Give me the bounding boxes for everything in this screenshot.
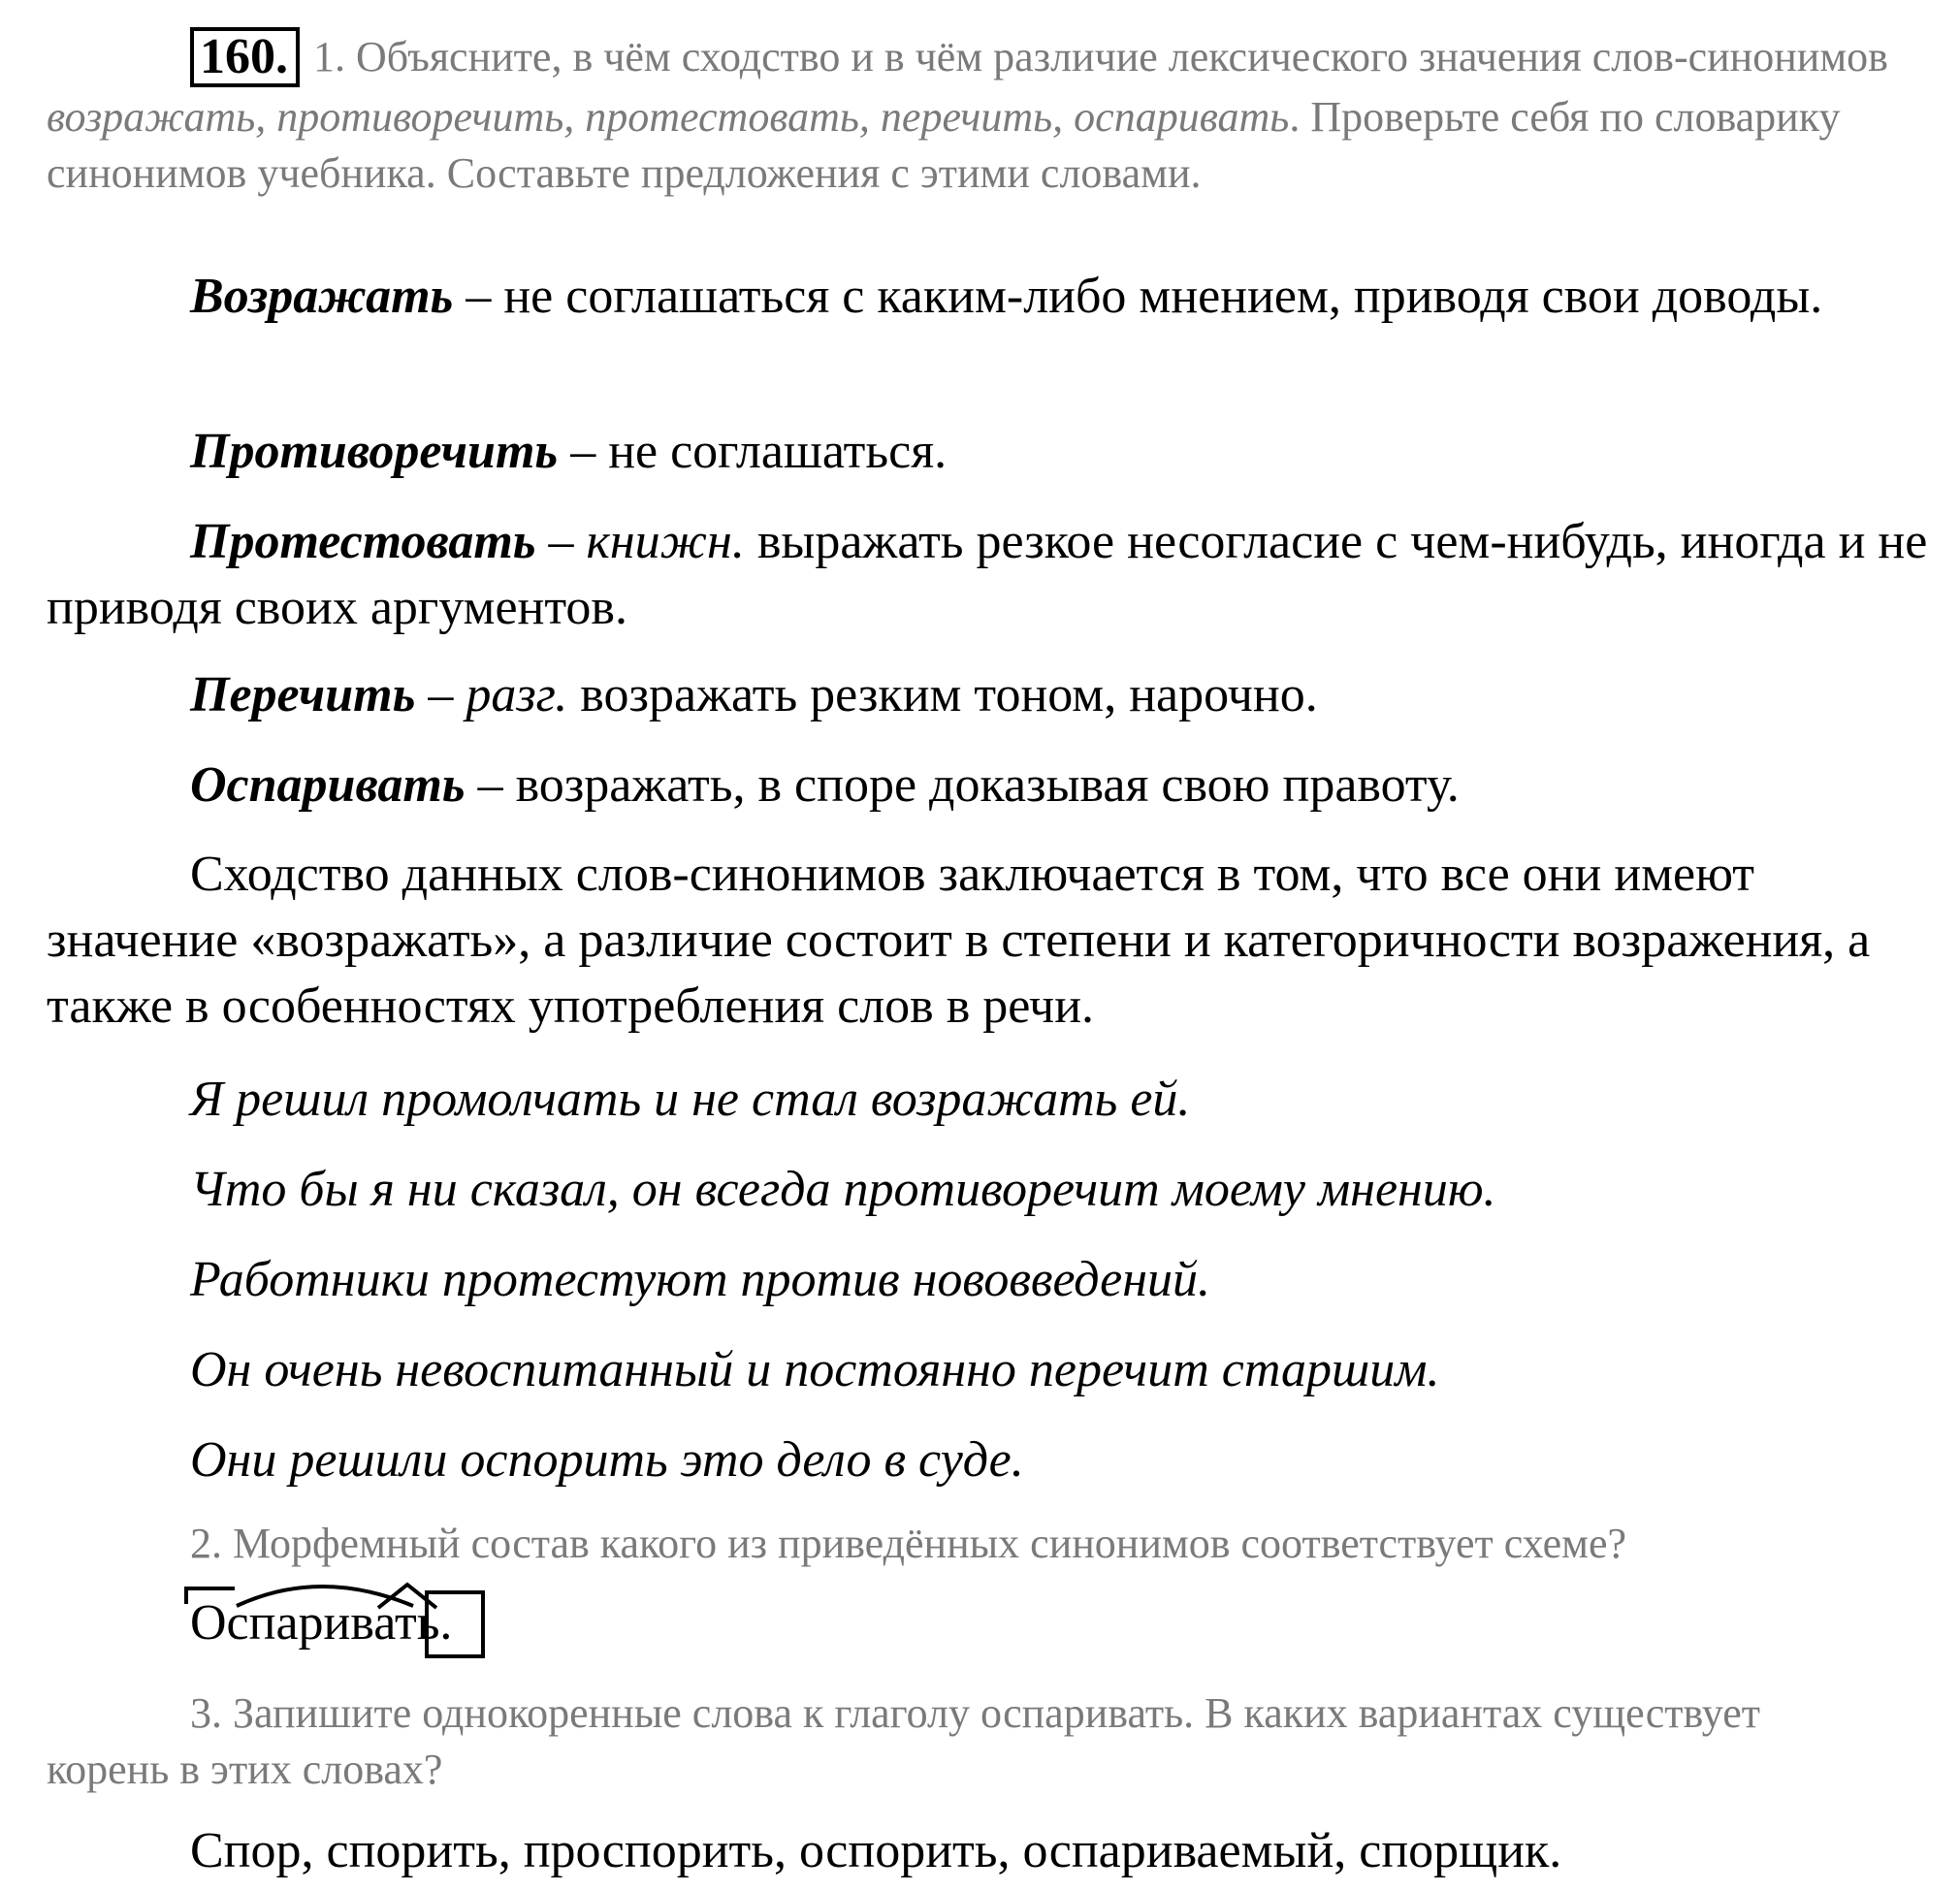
exercise-number: 160. xyxy=(190,27,300,87)
definition-1 xyxy=(47,264,1938,330)
definition-dash: – xyxy=(535,514,587,569)
definition-dash: – xyxy=(465,757,516,813)
definition-2 xyxy=(47,419,1938,485)
definition-5 xyxy=(47,753,1938,818)
definition-dash: – xyxy=(453,269,504,324)
definition-term: Перечить xyxy=(190,667,416,722)
answer-3: Спор, спорить, проспорить, оспорить, оспариваемый, спорщик. xyxy=(190,1823,1562,1878)
task-1-words: возражать, противоречить, протестовать, перечить, оспаривать xyxy=(47,93,1290,141)
definition-usage-mark: разг. xyxy=(466,667,568,722)
morpheme-scheme xyxy=(190,1590,452,1656)
definition-text: не соглашаться с каким-либо мнением, приводя свои доводы. xyxy=(503,269,1823,324)
definition-usage-mark: книжн. xyxy=(586,514,745,569)
example-sentence: Они решили оспорить это дело в суде. xyxy=(190,1432,1024,1488)
summary-paragraph: Сходство данных слов-синонимов заключается в том, что все они имеют значение «возражать», а различие состоит в степени и категоричности возражения, а также в особенностях употребления слов в речи. xyxy=(47,847,1871,1034)
example-sentence: Работники протестуют против нововведений. xyxy=(190,1252,1211,1307)
task-3: 3. Запишите однокоренные слова к глаголу оспаривать. В каких вариантах существует корень в этих словах? xyxy=(47,1689,1760,1793)
definition-text: выражать резкое несогласие с чем-нибудь, иногда и не приводя своих аргументов. xyxy=(47,514,1928,635)
definition-3 xyxy=(47,509,1938,641)
task-1-text-before: 1. Объясните, в чём сходство и в чём различие лексического значения слов-синонимов xyxy=(313,33,1888,80)
task-2: 2. Морфемный состав какого из приведённых синонимов соответствует схеме? xyxy=(190,1520,1627,1567)
scheme-word: Оспаривать. xyxy=(190,1595,453,1651)
definition-text: возражать, в споре доказывая свою правоту. xyxy=(515,757,1460,813)
task-1-text-after: . Проверьте себя по словарику синонимов учебника. Составьте предложения с этими словами. xyxy=(47,93,1841,197)
example-sentence: Что бы я ни сказал, он всегда противоречит моему мнению. xyxy=(190,1162,1496,1217)
definition-term: Противоречить xyxy=(190,424,559,479)
definition-text: возражать резким тоном, нарочно. xyxy=(567,667,1318,722)
example-sentence: Он очень невоспитанный и постоянно перечит старшим. xyxy=(190,1342,1440,1397)
example-sentence: Я решил промолчать и не стал возражать ей. xyxy=(190,1072,1191,1127)
definition-term: Возражать xyxy=(190,269,454,324)
definition-text: не соглашаться. xyxy=(608,424,948,479)
definition-dash: – xyxy=(415,667,466,722)
definition-term: Протестовать xyxy=(190,514,536,569)
definition-4 xyxy=(47,662,1938,728)
definition-dash: – xyxy=(558,424,609,479)
definition-term: Оспаривать xyxy=(190,757,466,813)
task-1 xyxy=(47,29,1928,202)
